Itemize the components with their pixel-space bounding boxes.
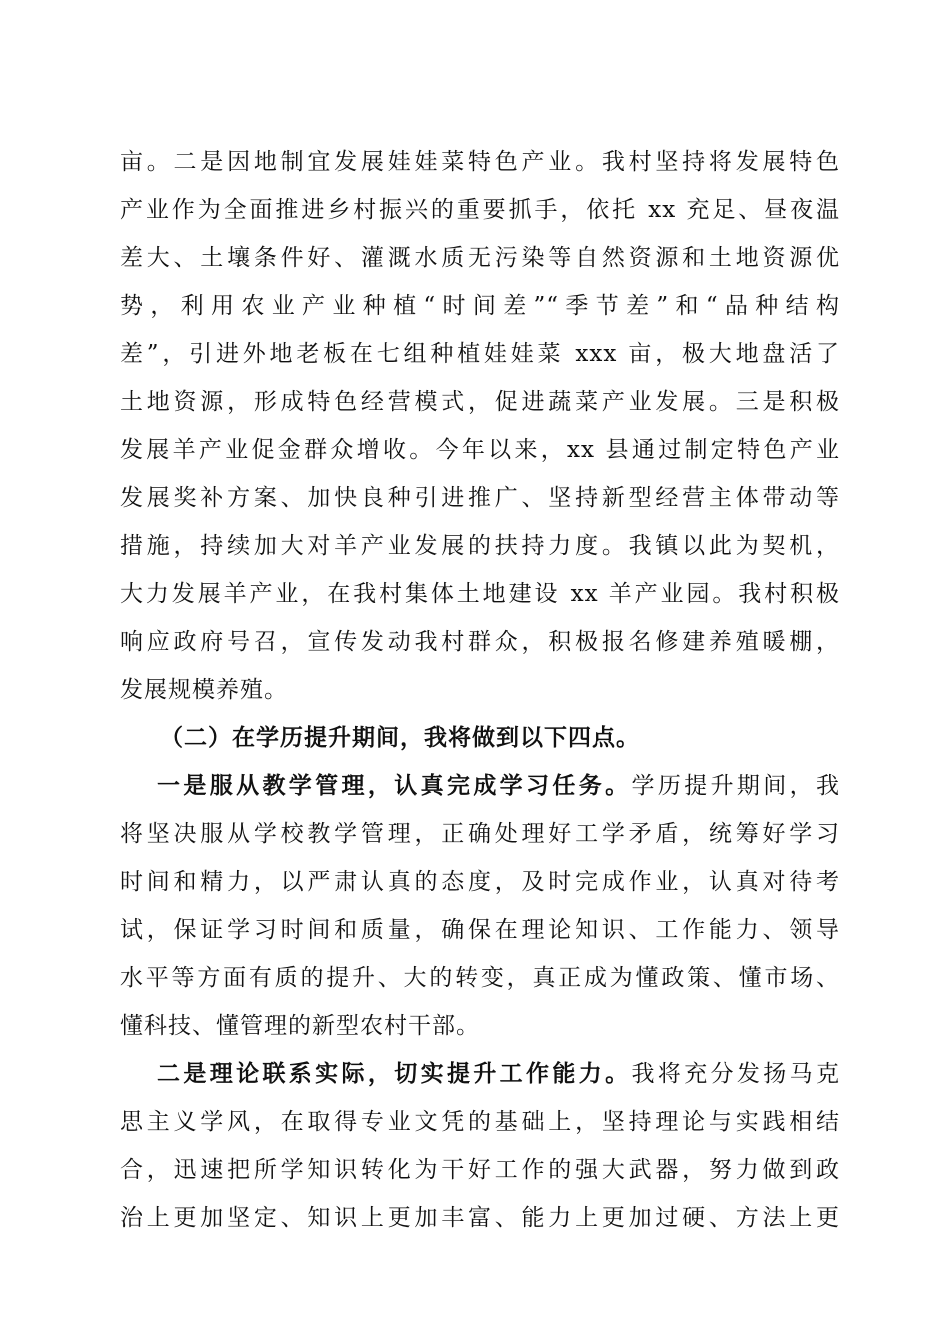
point2-line-4: 治上更加坚定、知识上更加丰富、能力上更加过硬、方法上更 — [120, 1205, 840, 1231]
body-line-8: 发展奖补方案、加快良种引进推广、坚持新型经营主体带动等 — [120, 485, 840, 511]
body-line-6: 土地资源，形成特色经营模式，促进蔬菜产业发展。三是积极 — [120, 389, 840, 415]
point2-lead: 二是理论联系实际，切实提升工作能力。 — [157, 1060, 632, 1087]
body-line-1: 亩。二是因地制宜发展娃娃菜特色产业。我村坚持将发展特色 — [120, 149, 840, 175]
point1-first-line — [157, 766, 840, 806]
point1-first-rest: 学历提升期间，我 — [631, 773, 841, 799]
point2-first-rest: 我将充分发扬马克 — [631, 1061, 841, 1087]
point1-line-4: 试，保证学习时间和质量，确保在理论知识、工作能力、领导 — [120, 917, 840, 943]
body-line-9: 措施，持续加大对羊产业发展的扶持力度。我镇以此为契机， — [120, 533, 840, 559]
point2-first-line — [157, 1054, 840, 1094]
point2-line-3: 合，迅速把所学知识转化为干好工作的强大武器，努力做到政 — [120, 1157, 840, 1183]
body-line-10: 大力发展羊产业，在我村集体土地建设 xx 羊产业园。我村积极 — [120, 581, 840, 607]
body-line-5: 差”，引进外地老板在七组种植娃娃菜 xxx 亩，极大地盘活了 — [120, 341, 840, 367]
point1-lead: 一是服从教学管理，认真完成学习任务。 — [157, 772, 632, 799]
body-line-7: 发展羊产业促金群众增收。今年以来，xx 县通过制定特色产业 — [120, 437, 840, 463]
section-heading: （二）在学历提升期间，我将做到以下四点。 — [160, 724, 640, 751]
point1-line-6: 懂科技、懂管理的新型农村干部。 — [120, 1013, 480, 1039]
point1-line-2: 将坚决服从学校教学管理，正确处理好工学矛盾，统筹好学习 — [120, 821, 840, 847]
body-line-3: 差大、土壤条件好、灌溉水质无污染等自然资源和土地资源优 — [120, 245, 840, 271]
point1-line-3: 时间和精力，以严肃认真的态度，及时完成作业，认真对待考 — [120, 869, 840, 895]
point1-line-5: 水平等方面有质的提升、大的转变，真正成为懂政策、懂市场、 — [120, 965, 840, 991]
body-line-12: 发展规模养殖。 — [120, 677, 288, 703]
body-line-11: 响应政府号召，宣传发动我村群众，积极报名修建养殖暖棚， — [120, 629, 840, 655]
body-line-2: 产业作为全面推进乡村振兴的重要抓手，依托 xx 充足、昼夜温 — [120, 197, 840, 223]
body-line-4: 势，利用农业产业种植“时间差”“季节差”和“品种结构 — [120, 293, 840, 319]
point2-line-2: 思主义学风，在取得专业文凭的基础上，坚持理论与实践相结 — [120, 1109, 840, 1135]
